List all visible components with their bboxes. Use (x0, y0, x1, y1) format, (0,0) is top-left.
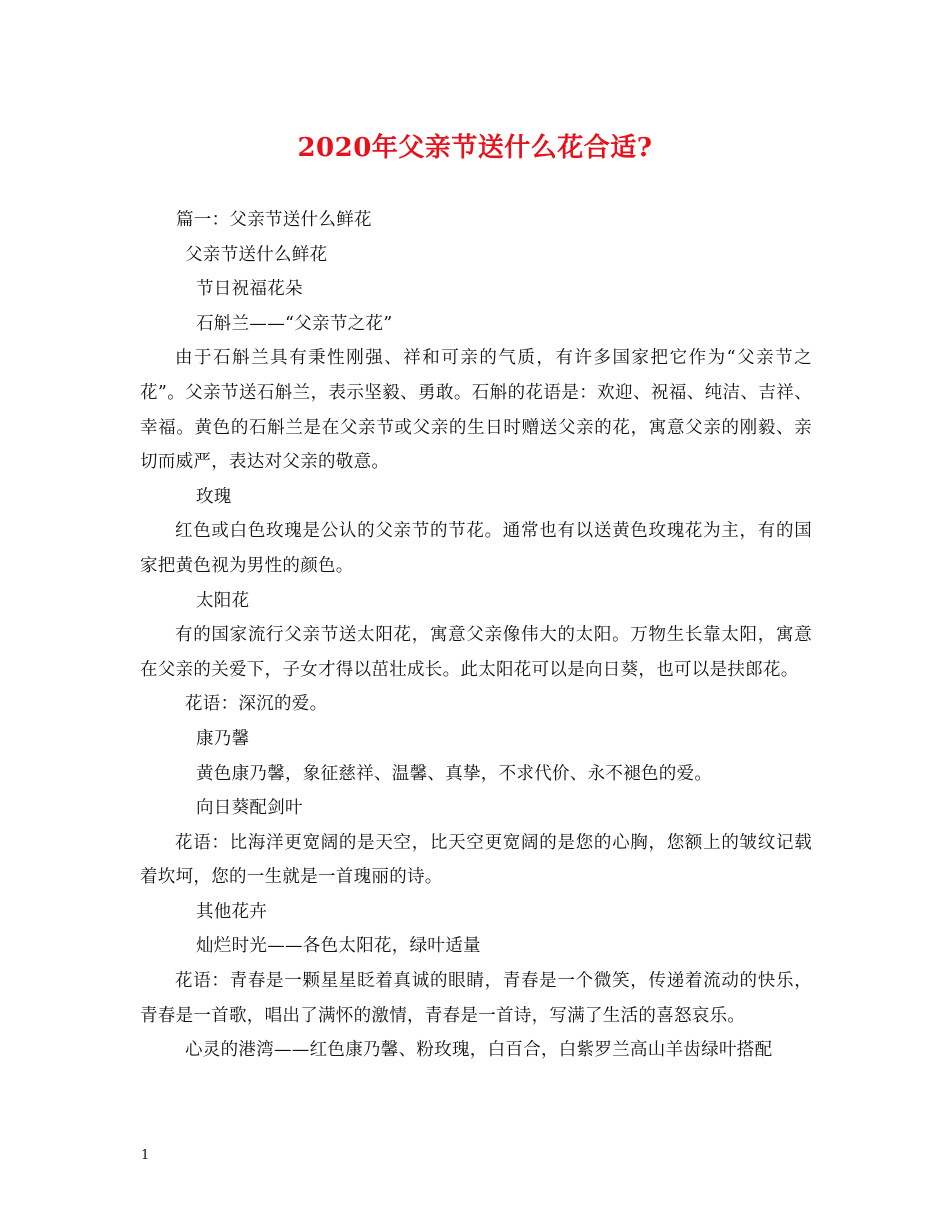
text-line: 节日祝福花朵 (196, 279, 303, 300)
text-line: 太阳花 (196, 590, 250, 611)
text-line: 灿烂时光——各色太阳花，绿叶适量 (196, 936, 481, 957)
text-line: 黄色康乃馨，象征慈祥、温馨、真挚，不求代价、永不褪色的爱。 (196, 763, 713, 784)
text-line: 心灵的港湾——红色康乃馨、粉玫瑰，白百合，白紫罗兰高山羊齿绿叶搭配 (185, 1040, 773, 1061)
text-line: 石斛兰——“父亲节之花” (196, 313, 393, 334)
document-title: 2020年父亲节送什么花合适? (297, 133, 653, 163)
text-line: 篇一：父亲节送什么鲜花 (176, 210, 372, 230)
page-number: 1 (141, 1148, 150, 1163)
text-line: 其他花卉 (196, 901, 268, 922)
document-body (140, 203, 812, 1068)
text-line: 父亲节送什么鲜花 (185, 244, 328, 265)
paragraph: 花语：青春是一颗星星眨着真诚的眼睛，青春是一个微笑，传递着流动的快乐，青春是一首歌，唱出了满怀的激情，青春是一首诗，写满了生活的喜怒哀乐。 (140, 971, 812, 1026)
text-line: 康乃馨 (196, 728, 250, 749)
paragraph: 由于石斛兰具有秉性刚强、祥和可亲的气质，有许多国家把它作为“父亲节之花”。父亲节送石斛兰，表示坚毅、勇敢。石斛的花语是：欢迎、祝福、纯洁、吉祥、幸福。黄色的石斛兰是在父亲节或父亲的生日时赠送父亲的花，寓意父亲的刚毅、亲切而威严，表达对父亲的敬意。 (140, 348, 812, 473)
text-line: 向日葵配剑叶 (196, 798, 303, 819)
text-line: 玫瑰 (196, 486, 232, 507)
paragraph: 花语：比海洋更宽阔的是天空，比天空更宽阔的是您的心胸，您额上的皱纹记载着坎坷，您的一生就是一首瑰丽的诗。 (140, 832, 812, 888)
paragraph: 有的国家流行父亲节送太阳花，寓意父亲像伟大的太阳。万物生长靠太阳，寓意在父亲的关爱下，子女才得以茁壮成长。此太阳花可以是向日葵，也可以是扶郎花。 (140, 625, 812, 680)
text-line: 花语：深沉的爱。 (185, 694, 328, 715)
paragraph: 红色或白色玫瑰是公认的父亲节的节花。通常也有以送黄色玫瑰花为主，有的国家把黄色视为男性的颜色。 (140, 521, 812, 576)
